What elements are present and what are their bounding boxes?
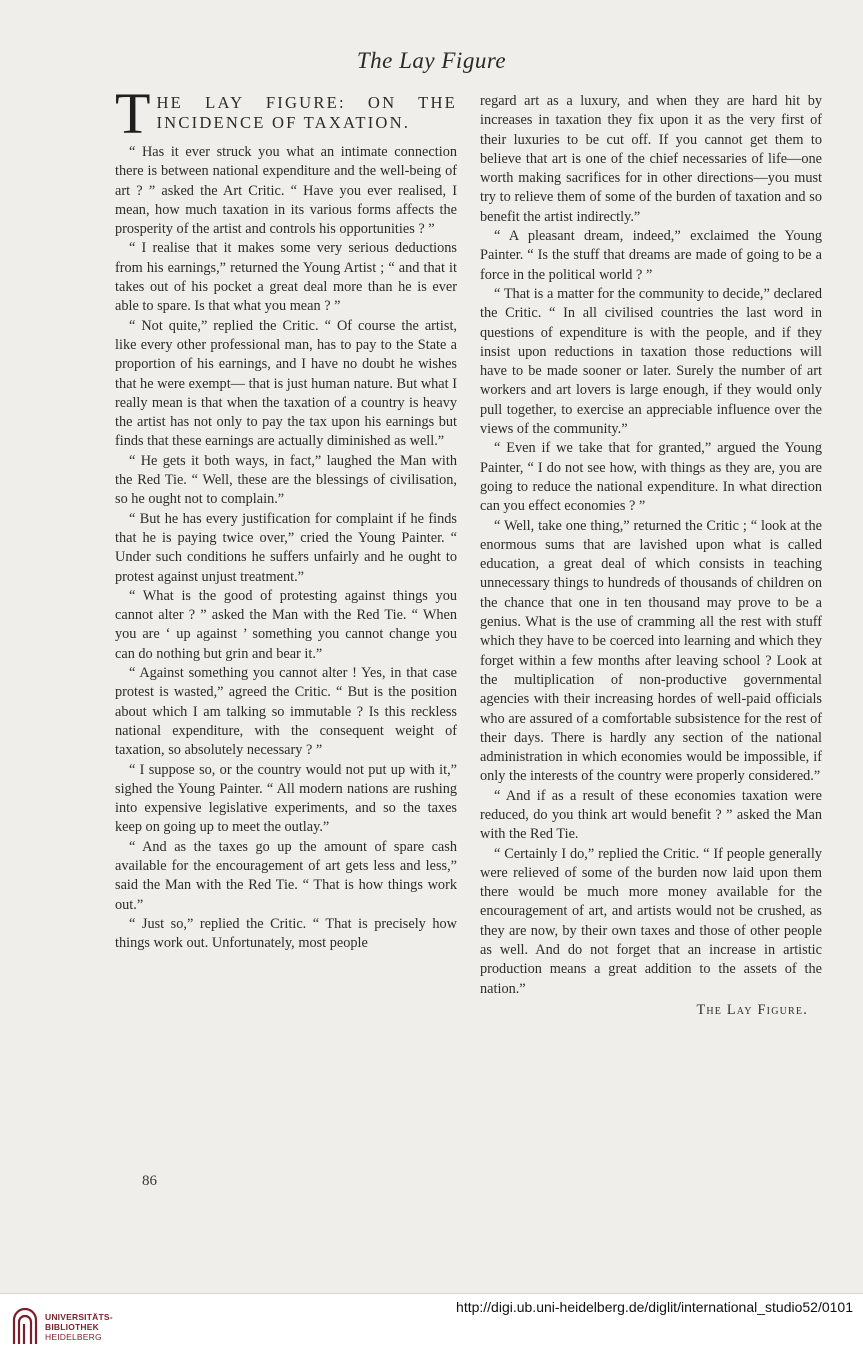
paragraph: “ A pleasant dream, indeed,” exclaimed the Young Painter. “ Is the stuff that dreams are made of going to be a force in the political world ? ” (480, 228, 822, 283)
paragraph: “ What is the good of protesting against things you cannot alter ? ” asked the Man with the Red Tie. “ When you are ‘ up against ’ something you cannot change you can do nothing but grin and bear it.” (115, 587, 457, 662)
running-title: The Lay Figure (356, 48, 507, 73)
paragraph: “ Against something you cannot alter ! Yes, in that case protest is wasted,” agreed the Critic. “ But is the position about which I am talking so immutable ? Is this reckless national expenditure, with the consequent weight of taxation, so absolutely necessary ? ” (115, 665, 457, 759)
library-name-line-1: UNIVERSITÄTS- (45, 1312, 113, 1322)
library-name-line-2: BIBLIOTHEK (45, 1322, 99, 1332)
paragraph: “ Has it ever struck you what an intimate connection there is between national expenditure and the well-being of art ? ” asked the Art Critic. “ Have you ever realised, I mean, how much taxation in its various forms affects the prosperity of the artist and controls his opportunities ? ” (115, 144, 457, 238)
title-line-1: HE LAY FIGURE: ON THE (156, 93, 457, 112)
title-line-2: INCIDENCE OF TAXATION. (156, 113, 411, 132)
paragraph: “ I realise that it makes some very serious deductions from his earnings,” returned the Young Artist ; “ and that it takes out of his pocket a great deal more than he is ever able to spare. Is that what you mean ? ” (115, 240, 457, 315)
right-column (480, 92, 822, 1020)
paragraph: “ That is a matter for the community to decide,” declared the Critic. “ In all civilised countries the last word in questions of expenditure is with the people, and if they insist upon reductions in taxation those reductions will have to be made sooner or later. Surely the number of art workers and art lovers is large enough, if they would only pull together, to exercise an appreciable influence over the views of the community.” (480, 285, 822, 438)
paragraph: “ Certainly I do,” replied the Critic. “ If people generally were relieved of some of the burden now laid upon them there would be much more money available for the encouragement of art, and artists would not be crushed, as they are now, by their own taxes and those of other people as well. And do not forget that an increase in artistic production means a great addition to the assets of the nation.” (480, 845, 822, 997)
signature: The Lay Figure. (696, 1001, 808, 1018)
left-column (115, 81, 457, 953)
paragraph: “ Well, take one thing,” returned the Critic ; “ look at the enormous sums that are lavished upon what is called education, a great deal of which consists in teaching unnecessary things to hundreds of thousands of children on the chance that one in ten thousand may prove to be a genius. What is the use of cramming all the rest with stuff which they have to be coerced into learning and which they forget within a few months after leaving school ? Look at the multiplication of non-productive governmental agencies with their increasing hordes of well-paid officials who are assured of a comfortable subsistence for the rest of their days. There is hardly any section of the national administration in which economies would be impossible, if only the interests of the country were properly considered.” (480, 517, 822, 785)
paragraph: “ And as the taxes go up the amount of spare cash available for the encouragement of art gets less and less,” said the Man with the Red Tie. “ That is how things work out.” (115, 838, 457, 913)
source-url-link[interactable]: http://digi.ub.uni-heidelberg.de/diglit/international_studio52/0101 (456, 1299, 853, 1315)
footer-bar (0, 1293, 863, 1358)
library-logo-icon (10, 1306, 40, 1346)
paragraph: “ He gets it both ways, in fact,” laughed the Man with the Red Tie. “ Well, these are the blessings of civilisation, so he ought not to complain.” (115, 452, 457, 508)
article-title (115, 81, 457, 146)
library-name-line-3: HEIDELBERG (45, 1332, 102, 1342)
page-number: 86 (142, 1173, 157, 1189)
paragraph: “ Even if we take that for granted,” argued the Young Painter, “ I do not see how, with things as they are, you are going to reduce the national expenditure. In what direction can you effect economies ? ” (480, 440, 822, 515)
library-name (45, 1312, 113, 1342)
paragraph: “ I suppose so, or the country would not put up with it,” sighed the Young Painter. “ All modern nations are rushing into expensive legislative experiments, and so the taxes keep on going up to meet the outlay.” (115, 761, 457, 836)
paragraph: “ Not quite,” replied the Critic. “ Of course the artist, like every other professional man, has to pay to the State a proportion of his earnings, and I have no doubt he wishes that he were exempt— that is just human nature. But what I really mean is that when the taxation of a country is heavy the artist has not only to pay the tax upon his earnings but finds that these earnings are actually diminished as well.” (115, 317, 457, 450)
paragraph: “ But he has every justification for complaint if he finds that he is paying twice over,” cried the Young Painter. “ Under such conditions he suffers unfairly and he ought to protest against unjust treatment.” (115, 510, 457, 585)
paragraph: “ And if as a result of these economies taxation were reduced, do you think art would benefit ? ” asked the Man with the Red Tie. (480, 787, 822, 843)
paragraph-continued: regard art as a luxury, and when they are hard hit by increases in taxation they fix upon it as the very first of their luxuries to be cut off. If you cannot get them to believe that art is one of the chief necessaries of life—one worth making sacrifices for in other directions—you must try to relieve them of some of the burden of taxation and so benefit the artist indirectly.” (480, 93, 822, 225)
drop-cap: T (115, 81, 151, 146)
paragraph: “ Just so,” replied the Critic. “ That is precisely how things work out. Unfortunately, most people (115, 915, 457, 952)
